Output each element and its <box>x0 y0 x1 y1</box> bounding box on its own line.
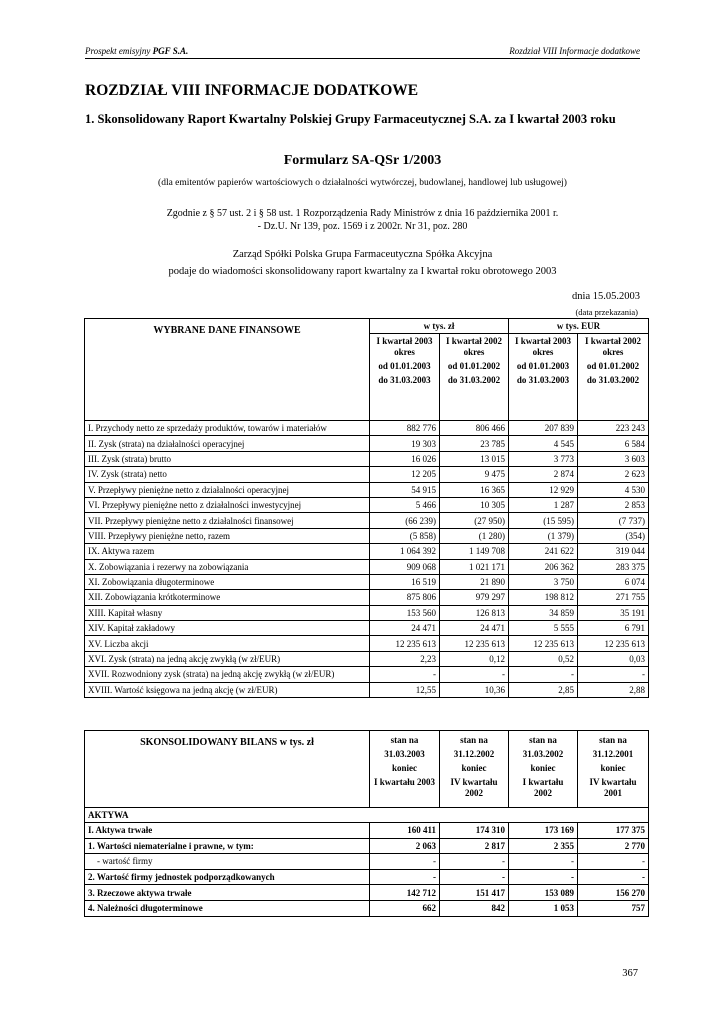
row-value: 3 773 <box>509 451 578 466</box>
row-value: 2,85 <box>509 682 578 697</box>
legal-line-2: - Dz.U. Nr 139, poz. 1569 i z 2002r. Nr 31, poz. 280 <box>257 221 468 232</box>
table-row <box>85 544 649 559</box>
column-header-line: 31.03.2002 <box>522 749 564 759</box>
table-row <box>85 421 649 436</box>
table-row <box>85 838 649 854</box>
row-value: 177 375 <box>578 823 649 839</box>
column-header-line: okres <box>532 346 554 357</box>
table-row <box>85 621 649 636</box>
row-label: - wartość firmy <box>85 854 370 870</box>
row-value: 151 417 <box>440 885 509 901</box>
table-row <box>85 885 649 901</box>
header-left-prefix: Prospekt emisyjny <box>85 46 153 56</box>
row-value: 0,52 <box>509 651 578 666</box>
row-value: 6 584 <box>578 436 649 451</box>
table-row <box>85 869 649 885</box>
row-value: 142 712 <box>370 885 440 901</box>
header-left <box>85 46 188 56</box>
balance-column-header <box>578 731 649 808</box>
row-label: 4. Należności długoterminowe <box>85 900 370 916</box>
row-value: 12 205 <box>370 467 440 482</box>
row-value: - <box>509 667 578 682</box>
financial-column-header <box>509 333 578 420</box>
row-value: 12,55 <box>370 682 440 697</box>
row-value: 173 169 <box>509 823 578 839</box>
column-header-line: I kwartału <box>522 777 564 787</box>
financial-column-header <box>578 333 649 420</box>
row-value: 23 785 <box>440 436 509 451</box>
row-value: 4 545 <box>509 436 578 451</box>
row-value: 16 519 <box>370 574 440 589</box>
column-header-line: I kwartał 2002 <box>446 335 502 346</box>
balance-table-title: SKONSOLIDOWANY BILANS w tys. zł <box>85 731 370 808</box>
row-value: 126 813 <box>440 605 509 620</box>
row-value: (1 280) <box>440 528 509 543</box>
submission-date: dnia 15.05.2003 <box>572 291 640 302</box>
row-value: - <box>440 854 509 870</box>
table-row <box>85 467 649 482</box>
row-label: I. Aktywa trwałe <box>85 823 370 839</box>
row-value: 241 622 <box>509 544 578 559</box>
row-value: - <box>578 869 649 885</box>
header-left-company: PGF S.A. <box>152 46 189 56</box>
column-header-line: 2002 <box>465 788 483 798</box>
row-label: XV. Liczba akcji <box>85 636 370 651</box>
row-label: XVI. Zysk (strata) na jedną akcję zwykłą (w zł/EUR) <box>85 651 370 666</box>
row-value: 16 026 <box>370 451 440 466</box>
row-value: (27 950) <box>440 513 509 528</box>
row-value: (5 858) <box>370 528 440 543</box>
row-value: 1 149 708 <box>440 544 509 559</box>
row-value: 12 235 613 <box>370 636 440 651</box>
row-value: 2 817 <box>440 838 509 854</box>
row-value: 882 776 <box>370 421 440 436</box>
row-value: 875 806 <box>370 590 440 605</box>
column-header-line: I kwartału 2003 <box>373 777 435 787</box>
balance-column-header <box>440 731 509 808</box>
row-value: 5 555 <box>509 621 578 636</box>
row-value: 174 310 <box>440 823 509 839</box>
row-value: - <box>509 854 578 870</box>
row-value: - <box>370 667 440 682</box>
row-value: 662 <box>370 900 440 916</box>
financial-column-header <box>370 333 440 420</box>
row-value: - <box>440 667 509 682</box>
row-value: 5 466 <box>370 497 440 512</box>
submission-date-label: (data przekazania) <box>575 307 638 317</box>
column-header-line: do 31.03.2003 <box>516 374 570 385</box>
row-value: (15 595) <box>509 513 578 528</box>
column-header-line: od 01.01.2002 <box>447 360 501 371</box>
row-value: 979 297 <box>440 590 509 605</box>
column-header-line: 31.03.2003 <box>384 749 425 759</box>
row-value: 21 890 <box>440 574 509 589</box>
row-value: 909 068 <box>370 559 440 574</box>
column-header-line: do 31.03.2003 <box>378 374 431 385</box>
row-label: III. Zysk (strata) brutto <box>85 451 370 466</box>
row-value: 1 287 <box>509 497 578 512</box>
row-value: 2,23 <box>370 651 440 666</box>
column-header-line: stan na <box>529 735 557 745</box>
page-number: 367 <box>622 968 638 979</box>
column-header-line: 2001 <box>604 788 622 798</box>
row-value: 13 015 <box>440 451 509 466</box>
table-row <box>85 605 649 620</box>
financial-table-title: WYBRANE DANE FINANSOWE <box>85 319 370 421</box>
board-line-1: Zarząd Spółki Polska Grupa Farmaceutyczna Spółka Akcyjna <box>232 249 493 260</box>
row-value: 156 270 <box>578 885 649 901</box>
table-row <box>85 823 649 839</box>
table-row <box>85 667 649 682</box>
row-value: 10 305 <box>440 497 509 512</box>
row-value: 2 770 <box>578 838 649 854</box>
row-label: X. Zobowiązania i rezerwy na zobowiązania <box>85 559 370 574</box>
column-header-line: koniec <box>530 763 556 773</box>
table-row <box>85 590 649 605</box>
row-value: - <box>440 869 509 885</box>
row-value: 319 044 <box>578 544 649 559</box>
column-header-line: 31.12.2002 <box>453 749 495 759</box>
row-label: VII. Przepływy pieniężne netto z działalności finansowej <box>85 513 370 528</box>
row-label: XI. Zobowiązania długoterminowe <box>85 574 370 589</box>
column-header-line: 2002 <box>534 788 552 798</box>
table-row <box>85 528 649 543</box>
table-row <box>85 854 649 870</box>
row-value: 35 191 <box>578 605 649 620</box>
table-row <box>85 436 649 451</box>
currency-pln: w tys. zł <box>370 319 509 334</box>
table-row <box>85 497 649 512</box>
column-header-line: do 31.03.2002 <box>586 374 640 385</box>
column-header-line: koniec <box>600 763 626 773</box>
row-value: (354) <box>578 528 649 543</box>
row-label: IV. Zysk (strata) netto <box>85 467 370 482</box>
row-value: 1 064 392 <box>370 544 440 559</box>
row-value: 153 089 <box>509 885 578 901</box>
chapter-title: ROZDZIAŁ VIII INFORMACJE DODATKOWE <box>85 82 419 99</box>
currency-eur: w tys. EUR <box>509 319 649 334</box>
form-subtitle: (dla emitentów papierów wartościowych o działalności wytwórczej, budowlanej, handlowej lub usługowej) <box>158 178 567 188</box>
board-statement <box>85 246 640 280</box>
column-header-line: I kwartał 2002 <box>585 335 641 346</box>
row-value: 283 375 <box>578 559 649 574</box>
row-value: - <box>370 869 440 885</box>
legal-line-1: Zgodnie z § 57 ust. 2 i § 58 ust. 1 Rozporządzenia Rady Ministrów z dnia 16 października 2001 r. <box>166 208 559 219</box>
column-header-line: 31.12.2001 <box>592 749 634 759</box>
row-value: 24 471 <box>440 621 509 636</box>
row-value: 198 812 <box>509 590 578 605</box>
column-header-line: stan na <box>390 735 419 745</box>
column-header-line: stan na <box>460 735 488 745</box>
column-header-line: okres <box>463 346 485 357</box>
column-header-line: IV kwartału <box>450 777 498 787</box>
table-row <box>85 900 649 916</box>
row-value: 2 623 <box>578 467 649 482</box>
row-value: 207 839 <box>509 421 578 436</box>
row-value: - <box>370 854 440 870</box>
row-value: 54 915 <box>370 482 440 497</box>
table-row <box>85 559 649 574</box>
table-row <box>85 636 649 651</box>
row-value: 34 859 <box>509 605 578 620</box>
column-header-line: okres <box>602 346 624 357</box>
row-label: IX. Aktywa razem <box>85 544 370 559</box>
row-label: XVII. Rozwodniony zysk (strata) na jedną akcję zwykłą (w zł/EUR) <box>85 667 370 682</box>
row-value: 0,03 <box>578 651 649 666</box>
column-header-line: do 31.03.2002 <box>447 374 501 385</box>
row-value: 806 466 <box>440 421 509 436</box>
section-title: 1. Skonsolidowany Raport Kwartalny Polskiej Grupy Farmaceutycznej S.A. za I kwartał 2003 roku <box>85 112 616 126</box>
row-value: 12 235 613 <box>440 636 509 651</box>
row-label: 2. Wartość firmy jednostek podporządkowanych <box>85 869 370 885</box>
table-row <box>85 482 649 497</box>
column-header-line: I kwartał 2003 <box>376 335 433 346</box>
row-value: 6 074 <box>578 574 649 589</box>
balance-column-header <box>370 731 440 808</box>
legal-basis <box>85 207 640 233</box>
row-value: - <box>509 869 578 885</box>
row-label: XVIII. Wartość księgowa na jedną akcję (w zł/EUR) <box>85 682 370 697</box>
row-label: XIII. Kapitał własny <box>85 605 370 620</box>
row-value: 6 791 <box>578 621 649 636</box>
financial-column-header <box>440 333 509 420</box>
row-value: 10,36 <box>440 682 509 697</box>
row-value: 160 411 <box>370 823 440 839</box>
row-value: 12 235 613 <box>578 636 649 651</box>
financial-data-table <box>84 318 649 698</box>
row-label: I. Przychody netto ze sprzedaży produktów, towarów i materiałów <box>85 421 370 436</box>
table-row <box>85 574 649 589</box>
row-value: 9 475 <box>440 467 509 482</box>
row-value: 757 <box>578 900 649 916</box>
row-label: VIII. Przepływy pieniężne netto, razem <box>85 528 370 543</box>
row-value: - <box>578 854 649 870</box>
header-divider <box>85 58 640 59</box>
row-label: VI. Przepływy pieniężne netto z działalności inwestycyjnej <box>85 497 370 512</box>
row-label: 3. Rzeczowe aktywa trwałe <box>85 885 370 901</box>
row-value: - <box>578 667 649 682</box>
column-header-line: od 01.01.2002 <box>586 360 640 371</box>
row-label: 1. Wartości niematerialne i prawne, w tym: <box>85 838 370 854</box>
row-label: II. Zysk (strata) na działalności operacyjnej <box>85 436 370 451</box>
table-row <box>85 513 649 528</box>
row-value: 842 <box>440 900 509 916</box>
column-header-line: od 01.01.2003 <box>378 360 431 371</box>
row-value: 0,12 <box>440 651 509 666</box>
row-value: 2,88 <box>578 682 649 697</box>
row-value: 3 603 <box>578 451 649 466</box>
column-header-line: IV kwartału <box>589 777 637 787</box>
column-header-line: koniec <box>461 763 487 773</box>
table-row <box>85 451 649 466</box>
row-value: (1 379) <box>509 528 578 543</box>
column-header-line: I kwartał 2003 <box>515 335 571 346</box>
row-value: 16 365 <box>440 482 509 497</box>
row-label: XII. Zobowiązania krótkoterminowe <box>85 590 370 605</box>
row-value: 24 471 <box>370 621 440 636</box>
row-value: 4 530 <box>578 482 649 497</box>
row-label: V. Przepływy pieniężne netto z działalności operacyjnej <box>85 482 370 497</box>
board-line-2: podaje do wiadomości skonsolidowany raport kwartalny za I kwartał roku obrotowego 2003 <box>168 266 557 277</box>
row-value: (7 737) <box>578 513 649 528</box>
table-row <box>85 651 649 666</box>
row-label: XIV. Kapitał zakładowy <box>85 621 370 636</box>
form-title: Formularz SA-QSr 1/2003 <box>283 153 442 168</box>
row-value: 19 303 <box>370 436 440 451</box>
row-value: 1 021 171 <box>440 559 509 574</box>
column-header-line: okres <box>394 346 415 357</box>
row-value: 223 243 <box>578 421 649 436</box>
balance-section-aktywa: AKTYWA <box>85 808 649 823</box>
row-value: 2 063 <box>370 838 440 854</box>
row-value: 1 053 <box>509 900 578 916</box>
row-value: 2 853 <box>578 497 649 512</box>
column-header-line: stan na <box>599 735 627 745</box>
column-header-line: koniec <box>391 763 417 773</box>
balance-column-header <box>509 731 578 808</box>
header-right: Rozdział VIII Informacje dodatkowe <box>509 46 640 56</box>
table-row <box>85 682 649 697</box>
row-value: 153 560 <box>370 605 440 620</box>
row-value: 271 755 <box>578 590 649 605</box>
row-value: 2 874 <box>509 467 578 482</box>
row-value: 2 355 <box>509 838 578 854</box>
row-value: (66 239) <box>370 513 440 528</box>
row-value: 12 929 <box>509 482 578 497</box>
column-header-line: od 01.01.2003 <box>516 360 570 371</box>
balance-sheet-table <box>84 730 649 917</box>
row-value: 3 750 <box>509 574 578 589</box>
row-value: 12 235 613 <box>509 636 578 651</box>
row-value: 206 362 <box>509 559 578 574</box>
